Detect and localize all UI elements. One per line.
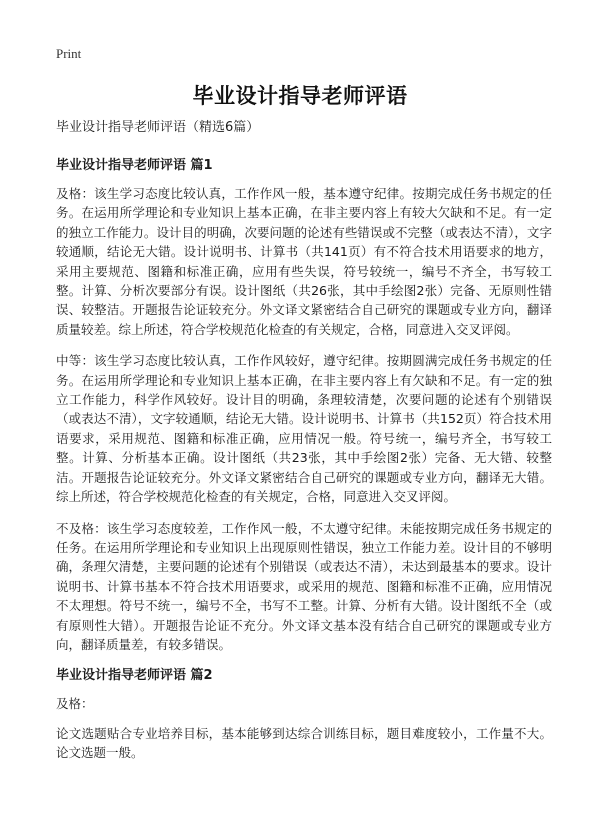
paragraph-pass-label: 及格： (56, 696, 94, 712)
section-heading-1: 毕业设计指导老师评语 篇1 (56, 158, 213, 173)
document-subtitle: 毕业设计指导老师评语（精选6篇） (56, 120, 260, 135)
paragraph-pass: 及格：该生学习态度比较认真，工作作风一般，基本遵守纪律。按期完成任务书规定的任务。在运用所学理论和专业知识上基本正确，在非主要内容上有较大欠缺和不足。有一定的独立工作能力。设计目的明确，次要问题的论述有些错误或不完整（或表达不清），文字较通顺，结论无大错。设计说明书、计算书（共141页）有不符合技术用语要求的地方，采用主要规范、图籍和标准正确，应用有些失误，符号较统一，编号不齐全，书写较工整。计算、分析次要部分有误。设计图纸（共26张，其中手绘图2张）完备、无原则性错误、较整洁。开题报告论证较充分。外文译文紧密结合自己研究的课题或专业方向，翻译质量较差。综上所述，符合学校规范化检查的有关规定，合格，同意进入交叉评阅。 (56, 186, 552, 337)
paragraph-topic: 论文选题贴合专业培养目标，基本能够到达综合训练目标，题目难度较小，工作量不大。论文选题一般。 (56, 725, 552, 761)
section-heading-2: 毕业设计指导老师评语 篇2 (56, 668, 213, 684)
paragraph-fail: 不及格：该生学习态度较差，工作作风一般，不太遵守纪律。未能按期完成任务书规定的任务。在运用所学理论和专业知识上出现原则性错误，独立工作能力差。设计目的不够明确，条理欠清楚，主要问题的论述有个别错误（或表达不清），未达到最基本的要求。设计说明书、计算书基本不符合技术用语要求，或采用的规范、图籍和标准不正确，应用情况不太理想。符号不统一，编号不全，书写不工整。计算、分析有大错。设计图纸不全（或有原则性大错）。开题报告论证不充分。外文译文基本没有结合自己研究的课题或专业方向，翻译质量差，有较多错误。 (56, 520, 552, 652)
paragraph-medium: 中等：该生学习态度比较认真，工作作风较好，遵守纪律。按期圆满完成任务书规定的任务。在运用所学理论和专业知识上基本正确，在非主要内容上有欠缺和不足。有一定的独立工作能力，科学作风较好。设计目的明确，条理较清楚，次要问题的论述有个别错误（或表达不清），文字较通顺，结论无大错。设计说明书、计算书（共152页）符合技术用语要求，采用规范、图籍和标准正确，应用情况一般。符号统一，编号齐全，书写较工整。计算、分析基本正确。设计图纸（共23张，其中手绘图2张）完备、无大错、较整洁。开题报告论证较充分。外文译文紧密结合自己研究的课题或专业方向，翻译无大错。综上所述，符合学校规范化检查的有关规定，合格，同意进入交叉评阅。 (56, 353, 552, 505)
document-title: 毕业设计指导老师评语 (192, 84, 408, 108)
print-label[interactable]: Print (56, 46, 82, 61)
document-body (56, 118, 552, 775)
